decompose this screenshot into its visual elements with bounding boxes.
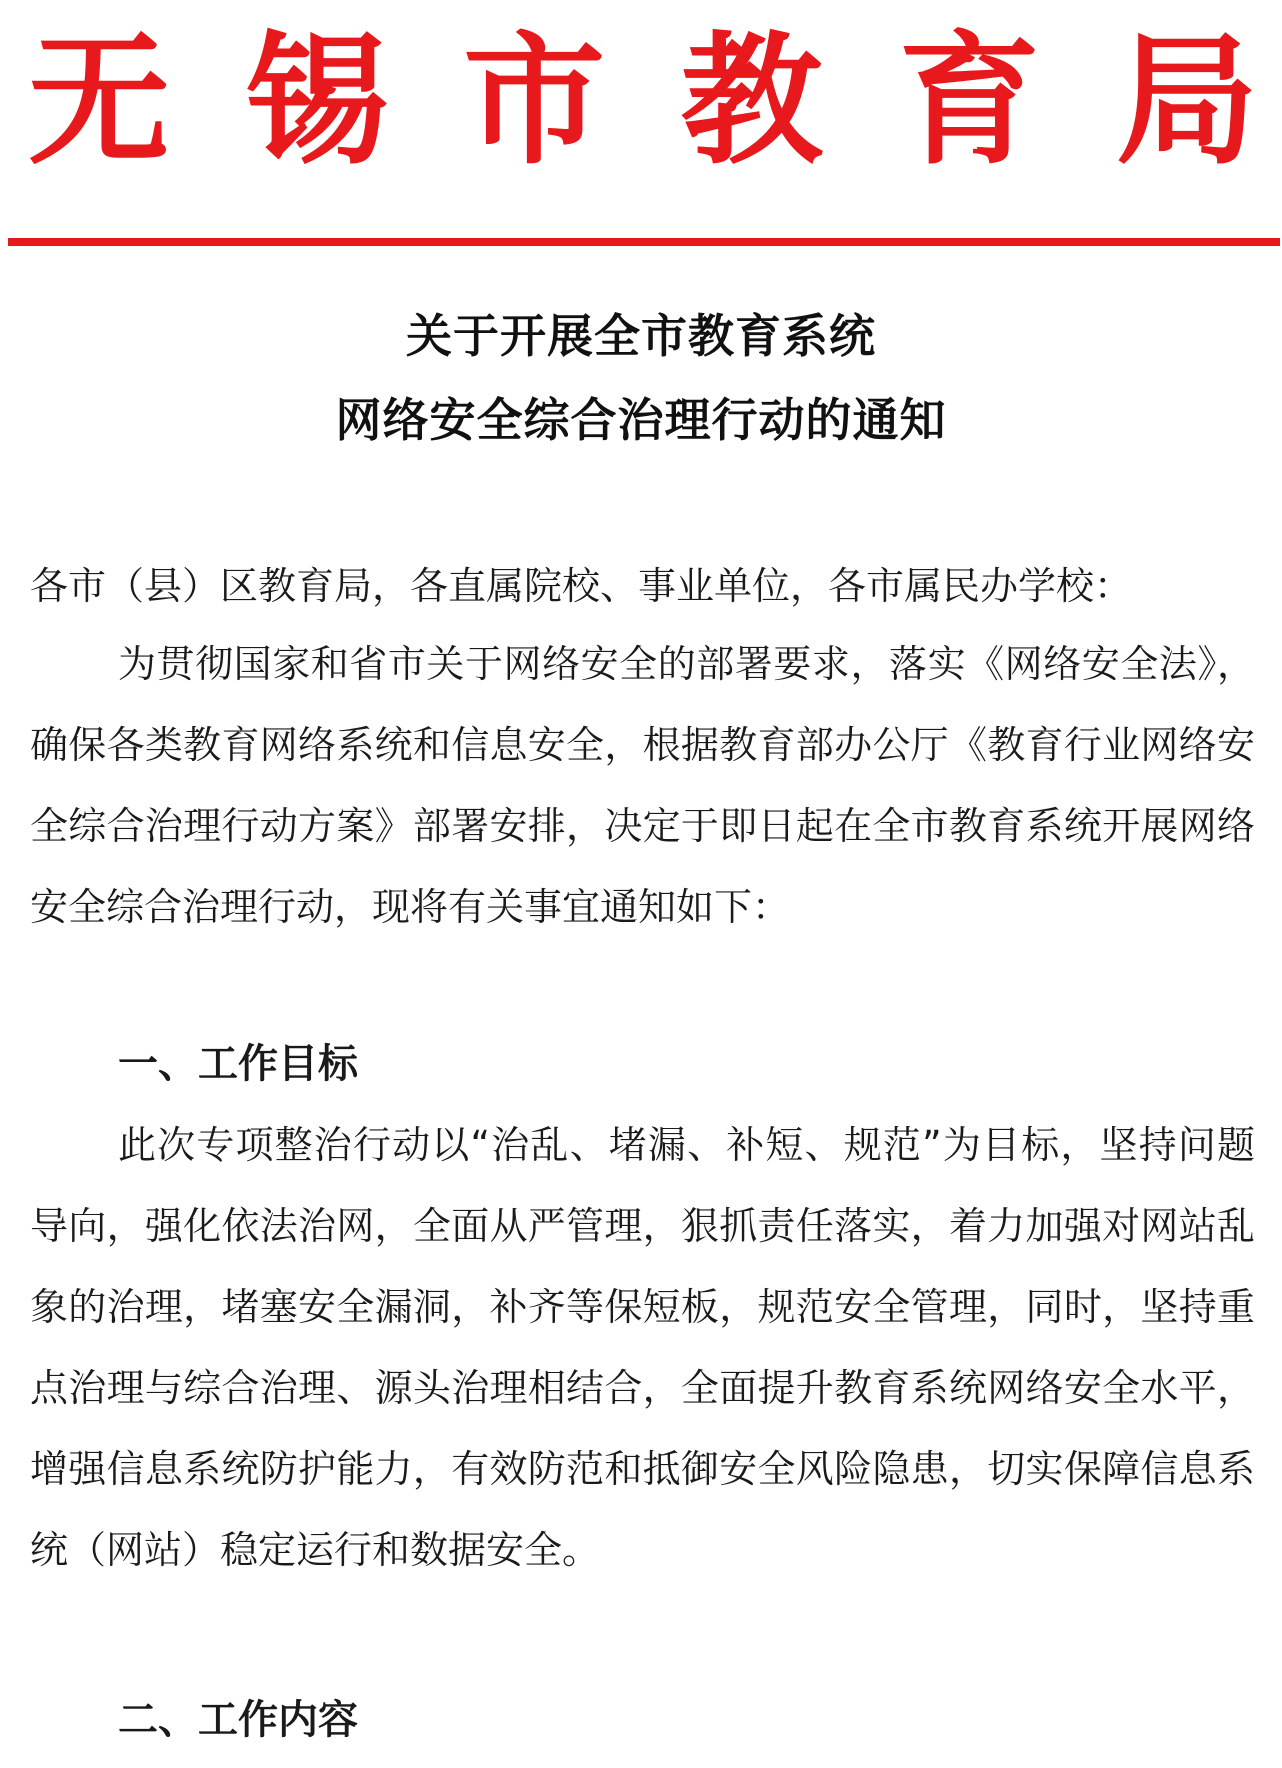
section-heading-content: 二、工作内容 bbox=[118, 1697, 358, 1743]
masthead-divider bbox=[8, 238, 1280, 246]
masthead-char: 市 bbox=[463, 19, 606, 184]
masthead-char: 锡 bbox=[245, 19, 388, 184]
intro-paragraph: 为贯彻国家和省市关于网络安全的部署要求，落实《网络安全法》，确保各类教育网络系统和信息安全，根据教育部办公厅《教育行业网络安全综合治理行动方案》部署安排，决定于即日起在全市教育系统开展网络安全综合治理行动，现将有关事宜通知如下： bbox=[30, 642, 1255, 929]
document-title-line-2: 网络安全综合治理行动的通知 bbox=[335, 393, 947, 447]
masthead bbox=[28, 19, 1258, 184]
masthead-char: 无 bbox=[28, 19, 170, 184]
goals-paragraph: 此次专项整治行动以“治乱、堵漏、补短、规范”为目标，坚持问题导向，强化依法治网，全面从严管理，狠抓责任落实，着力加强对网站乱象的治理，堵塞安全漏洞，补齐等保短板，规范安全管理，同时，坚持重点治理与综合治理、源头治理相结合，全面提升教育系统网络安全水平，增强信息系统防护能力，有效防范和抵御安全风险隐患，切实保障信息系统（网站）稳定运行和数据安全。 bbox=[30, 1123, 1255, 1572]
masthead-char: 局 bbox=[1115, 19, 1258, 184]
masthead-char: 育 bbox=[898, 19, 1041, 184]
document-title-line-1: 关于开展全市教育系统 bbox=[406, 309, 876, 363]
salutation: 各市（县）区教育局，各直属院校、事业单位，各市属民办学校： bbox=[30, 564, 1133, 608]
section-heading-goals: 一、工作目标 bbox=[118, 1041, 358, 1087]
masthead-char: 教 bbox=[680, 19, 823, 184]
